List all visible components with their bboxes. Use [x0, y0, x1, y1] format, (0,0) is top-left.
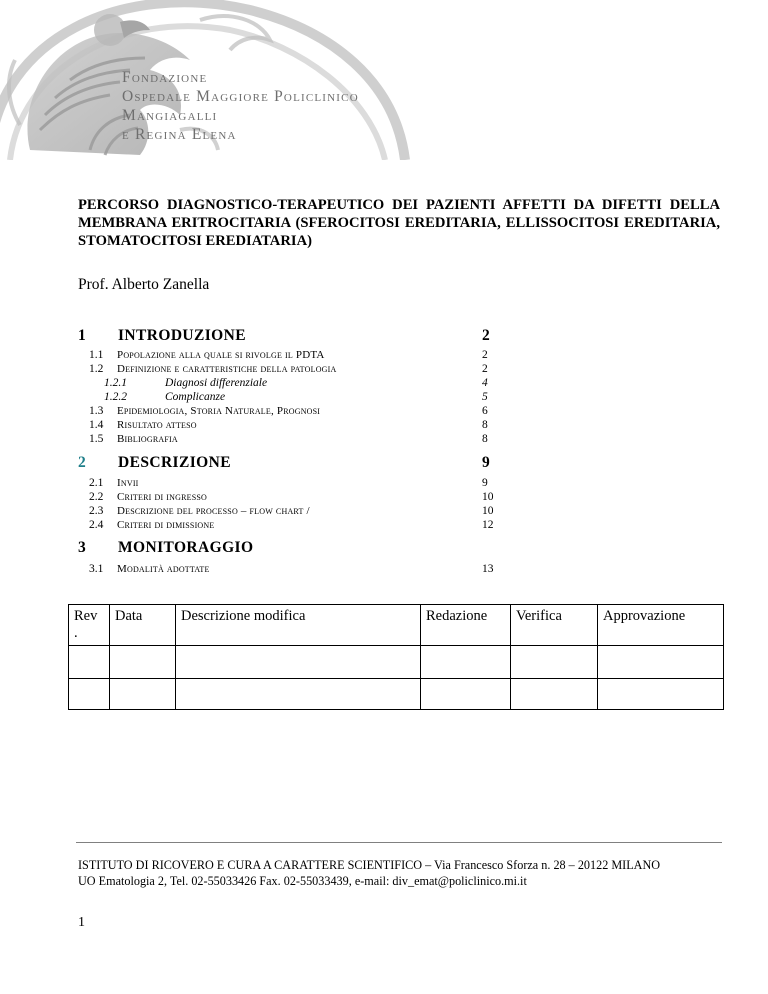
toc-section-1[interactable] [0, 327, 768, 344]
header-descrizione: Descrizione modifica [176, 605, 421, 646]
header-data: Data [110, 605, 176, 646]
toc-title: DESCRIZIONE [118, 454, 231, 471]
table-cell[interactable] [598, 646, 724, 679]
toc-number: 1.1 [89, 349, 104, 361]
toc-page: 2 [482, 349, 488, 361]
table-cell[interactable] [511, 679, 598, 710]
toc-number: 1.4 [89, 419, 104, 431]
toc-page: 4 [482, 377, 488, 389]
toc-subsection-2-1[interactable] [0, 477, 768, 491]
institution-name [122, 68, 359, 144]
toc-number: 1.3 [89, 405, 104, 417]
institution-name-line: e Regina Elena [122, 126, 237, 143]
toc-title: Definizione e caratteristiche della patologia [117, 363, 337, 375]
toc-page: 2 [482, 363, 488, 375]
header-redazione: Redazione [421, 605, 511, 646]
toc-number: 2.4 [89, 519, 104, 531]
toc-title: Popolazione alla quale si rivolge il PDTA [117, 349, 325, 361]
footer-divider [76, 842, 722, 843]
toc-number: 1.2.2 [104, 391, 127, 403]
toc-subsection-1-2[interactable] [0, 363, 768, 377]
toc-subsection-2-4[interactable] [0, 519, 768, 533]
toc-title: Invii [117, 477, 139, 489]
toc-number: 3.1 [89, 563, 104, 575]
toc-page: 10 [482, 491, 494, 503]
institution-name-line: Fondazione [122, 69, 208, 86]
toc-title: Risultato atteso [117, 419, 197, 431]
table-cell[interactable] [69, 679, 110, 710]
page-footer [78, 857, 660, 889]
institution-logo [0, 0, 410, 160]
table-cell[interactable] [421, 646, 511, 679]
toc-subsection-2-3[interactable] [0, 505, 768, 519]
table-cell[interactable] [176, 679, 421, 710]
table-cell[interactable] [110, 646, 176, 679]
toc-number: 3 [78, 539, 86, 556]
toc-number: 1.2.1 [104, 377, 127, 389]
table-row [69, 646, 724, 679]
toc-page: 13 [482, 563, 494, 575]
table-cell[interactable] [176, 646, 421, 679]
toc-subsection-1-3[interactable] [0, 405, 768, 419]
footer-address: ISTITUTO DI RICOVERO E CURA A CARATTERE SCIENTIFICO – Via Francesco Sforza n. 28 – 20122 MILANO [78, 858, 661, 872]
toc-page: 8 [482, 433, 488, 445]
toc-title: Descrizione del processo – flow chart / [117, 505, 310, 517]
table-cell[interactable] [69, 646, 110, 679]
footer-contacts: UO Ematologia 2, Tel. 02-55033426 Fax. 02-55033439, e-mail: div_emat@policlinico.mi.it [78, 874, 527, 888]
toc-number: 2.2 [89, 491, 104, 503]
toc-number: 2 [78, 454, 86, 471]
header-verifica: Verifica [511, 605, 598, 646]
toc-number: 1.2 [89, 363, 104, 375]
toc-page: 9 [482, 454, 490, 471]
table-cell[interactable] [598, 679, 724, 710]
toc-section-2[interactable] [0, 454, 768, 471]
toc-page: 10 [482, 505, 494, 517]
toc-subsection-1-5[interactable] [0, 433, 768, 447]
table-cell[interactable] [421, 679, 511, 710]
toc-section-3[interactable] [0, 539, 768, 556]
toc-number: 2.1 [89, 477, 104, 489]
toc-page: 2 [482, 327, 490, 344]
toc-title: Complicanze [165, 391, 226, 403]
toc-number: 1 [78, 327, 86, 344]
toc-number: 2.3 [89, 505, 104, 517]
toc-title: Diagnosi differenziale [165, 377, 268, 389]
toc-subsection-1-2-2[interactable] [0, 391, 768, 405]
toc-subsection-1-2-1[interactable] [0, 377, 768, 391]
toc-title: MONITORAGGIO [118, 539, 254, 556]
toc-subsection-2-2[interactable] [0, 491, 768, 505]
page-number: 1 [78, 915, 85, 930]
toc-page: 9 [482, 477, 488, 489]
toc-title: INTRODUZIONE [118, 327, 246, 344]
table-cell[interactable] [511, 646, 598, 679]
header-rev: Rev . [69, 605, 110, 646]
document-author: Prof. Alberto Zanella [78, 276, 210, 293]
table-cell[interactable] [110, 679, 176, 710]
toc-title: Criteri di ingresso [117, 491, 207, 503]
header-approvazione: Approvazione [598, 605, 724, 646]
table-row [69, 679, 724, 710]
toc-page: 8 [482, 419, 488, 431]
toc-title: Epidemiologia, Storia Naturale, Prognosi [117, 405, 321, 417]
toc-number: 1.5 [89, 433, 104, 445]
revision-table [68, 604, 724, 710]
toc-title: Criteri di dimissione [117, 519, 215, 531]
toc-page: 6 [482, 405, 488, 417]
toc-title: Bibliografia [117, 433, 178, 445]
toc-subsection-3-1[interactable] [0, 563, 768, 577]
toc-page: 12 [482, 519, 494, 531]
institution-name-line: Ospedale Maggiore Policlinico [122, 88, 359, 105]
revision-table-header [69, 605, 724, 646]
toc-page: 5 [482, 391, 488, 403]
toc-subsection-1-1[interactable] [0, 349, 768, 363]
toc-subsection-1-4[interactable] [0, 419, 768, 433]
toc-title: Modalità adottate [117, 563, 210, 575]
document-title: PERCORSO DIAGNOSTICO-TERAPEUTICO DEI PAZIENTI AFFETTI DA DIFETTI DELLA MEMBRANA ERITROCITARIA (SFEROCITOSI EREDITARIA, ELLISSOCITOSI EREDITARIA, STOMATOCITOSI EREDIATARIA) [78, 197, 720, 249]
institution-name-line: Mangiagalli [122, 107, 218, 124]
